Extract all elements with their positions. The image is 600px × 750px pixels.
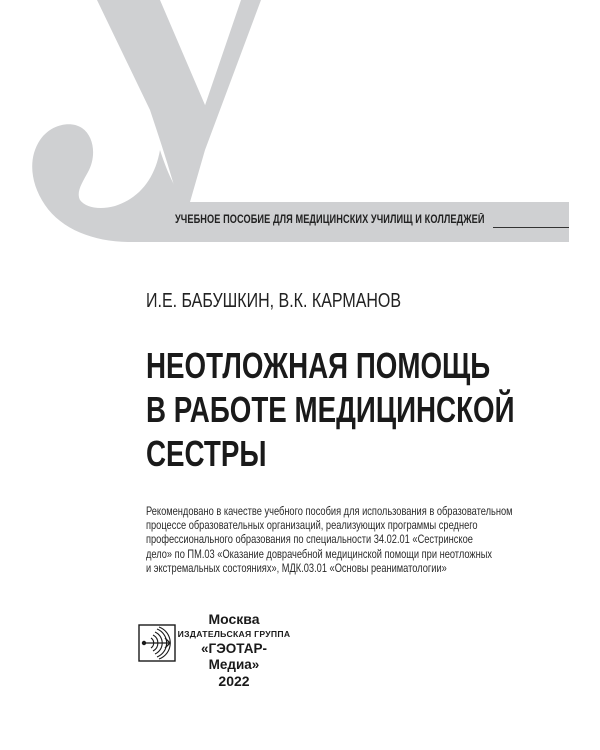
series-label: УЧЕБНОЕ ПОСОБИЕ ДЛЯ МЕДИЦИНСКИХ УЧИЛИЩ И КОЛЛЕДЖЕЙ — [175, 214, 485, 226]
book-title — [146, 344, 515, 476]
title-line: СЕСТРЫ — [146, 433, 267, 474]
recommendation-line: и экстремальных состояниях», МДК.03.01 «Основы реаниматологии» — [146, 561, 447, 575]
publisher-name: «ГЭОТАР-Медиа» — [201, 641, 267, 672]
publisher-block — [176, 611, 292, 689]
recommendation-line: процессе образовательных организаций, реализующих программы среднего — [146, 519, 478, 533]
recommendation-line: дело» по ПМ.03 «Оказание доврачебной медицинской помощи при неотложных — [146, 547, 493, 561]
title-line: НЕОТЛОЖНАЯ ПОМОЩЬ — [146, 345, 491, 386]
recommendation-text — [146, 505, 513, 576]
recommendation-line: Рекомендовано в качестве учебного пособия для использования в образовательном — [146, 505, 513, 518]
publisher-city: Москва — [208, 611, 260, 627]
publisher-group-label: ИЗДАТЕЛЬСКАЯ ГРУППА — [177, 629, 291, 639]
publication-year: 2022 — [218, 673, 250, 689]
series-underline — [493, 227, 569, 228]
geotar-signal-logo-icon — [138, 624, 176, 662]
authors: И.Е. БАБУШКИН, В.К. КАРМАНОВ — [146, 290, 402, 312]
title-line: В РАБОТЕ МЕДИЦИНСКОЙ — [146, 389, 515, 430]
recommendation-line: профессионального образования по специальности 34.02.01 «Сестринское — [146, 533, 473, 547]
